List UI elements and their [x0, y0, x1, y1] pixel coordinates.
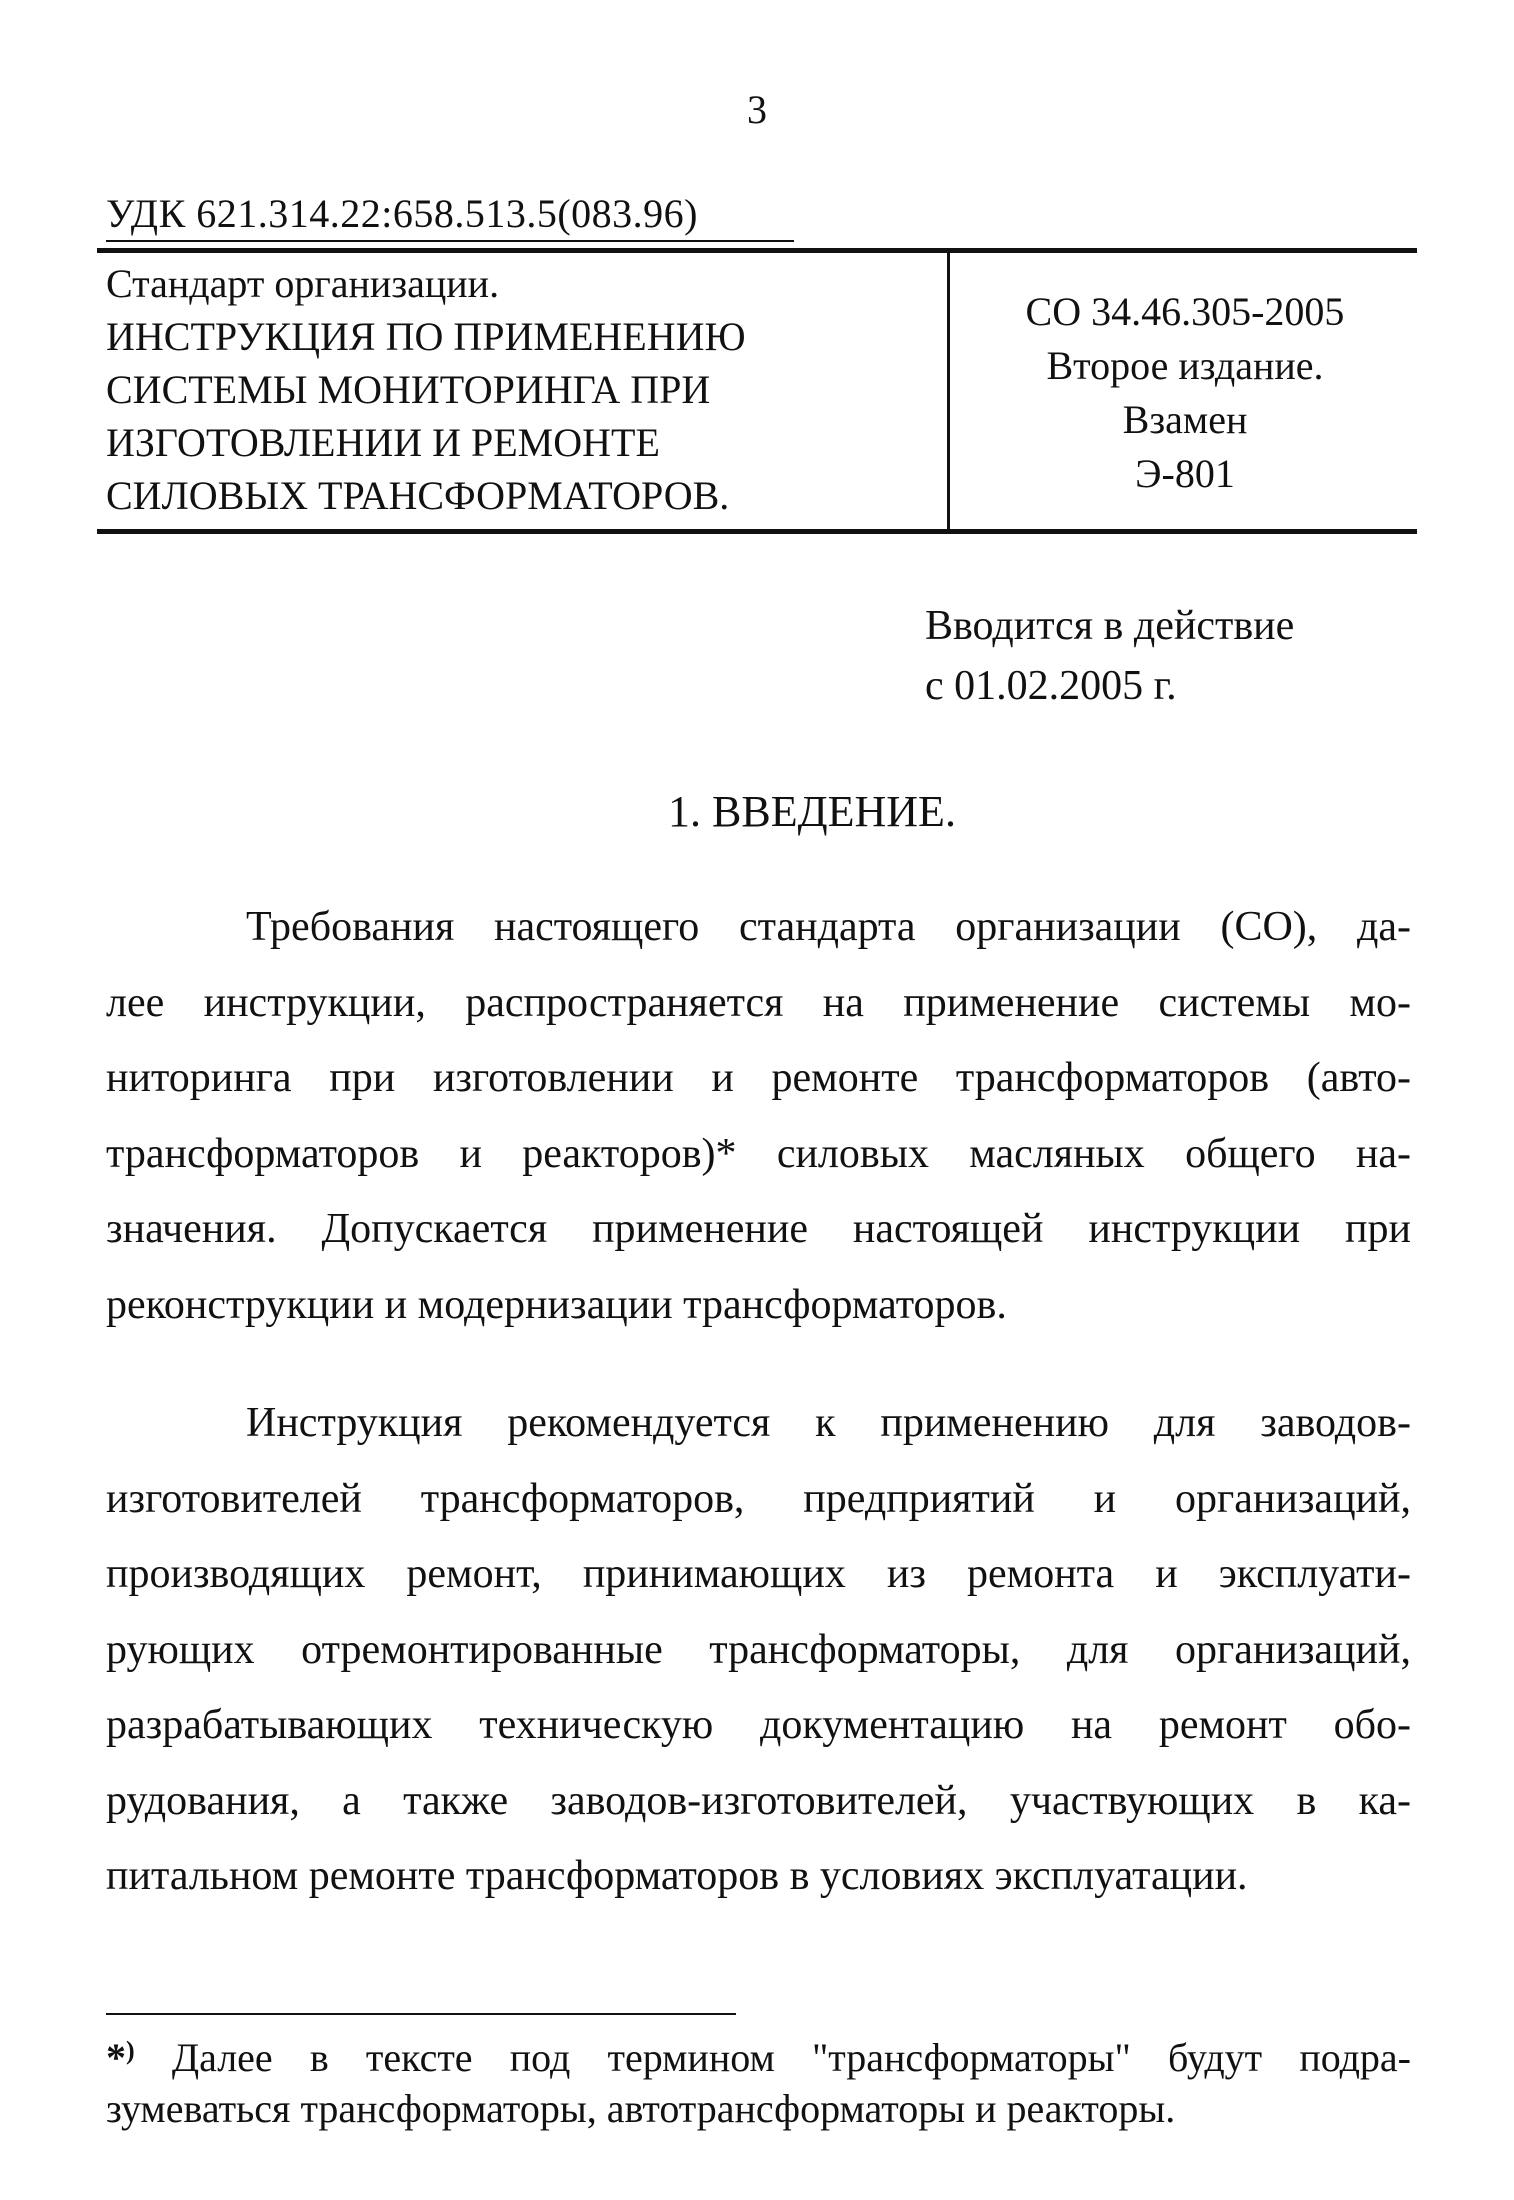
- paragraph-line: рующих отремонтированные трансформаторы, для организаций,: [106, 1626, 1411, 1673]
- effective-date: с 01.02.2005 г.: [925, 663, 1177, 709]
- replaces-code: Э-801: [1135, 451, 1235, 496]
- paragraph-line: ниторинга при изготовлении и ремонте трансформаторов (авто-: [106, 1055, 1411, 1101]
- footnote-marker: *): [106, 2035, 135, 2080]
- footnote: [106, 2022, 1411, 2138]
- paragraph-line: Инструкция рекомендуется к применению для заводов-: [246, 1400, 1411, 1446]
- standard-title-block: [106, 257, 936, 522]
- standard-type: Стандарт организации.: [106, 261, 500, 306]
- standard-title-line: ИНСТРУКЦИЯ ПО ПРИМЕНЕНИЮ: [106, 314, 746, 359]
- section-heading: 1. ВВЕДЕНИЕ.: [668, 787, 956, 836]
- header-column-divider: [947, 253, 950, 529]
- paragraph-line: рудования, а также заводов-изготовителей, участвующих в ка-: [106, 1777, 1411, 1824]
- footnote-text: Далее в тексте под термином "трансформаторы" будут подра-: [134, 2035, 1411, 2080]
- paragraph-line: разрабатывающих техническую документацию на ремонт обо-: [106, 1702, 1411, 1748]
- footnote-line: [106, 2022, 1411, 2080]
- paragraph-scope: [106, 1386, 1411, 1915]
- page-number: 3: [747, 87, 767, 132]
- standard-code: СО 34.46.305-2005: [1025, 289, 1345, 334]
- udk-underline: [106, 240, 794, 242]
- footnote-separator: [106, 2013, 736, 2015]
- standard-title-line: СИСТЕМЫ МОНИТОРИНГА ПРИ: [106, 367, 711, 412]
- paragraph-line: изготовителей трансформаторов, предприятий и организаций,: [106, 1475, 1411, 1522]
- paragraph-line: производящих ремонт, принимающих из ремонта и эксплуати-: [106, 1551, 1411, 1597]
- standard-code-block: [960, 285, 1410, 501]
- standard-title-line: СИЛОВЫХ ТРАНСФОРМАТОРОВ.: [106, 473, 730, 518]
- paragraph-line: значения. Допускается применение настоящей инструкции при: [106, 1206, 1411, 1252]
- header-top-rule: [97, 248, 1417, 253]
- paragraph-line: Требования настоящего стандарта организации (СО), да-: [246, 904, 1411, 950]
- footnote-line: зумеваться трансформаторы, автотрансформаторы и реакторы.: [106, 2086, 1176, 2131]
- header-bottom-rule: [97, 529, 1417, 534]
- replaces-label: Взамен: [1122, 397, 1248, 442]
- effective-label: Вводится в действие: [925, 603, 1295, 649]
- paragraph-introduction: [106, 890, 1411, 1343]
- paragraph-line: питальном ремонте трансформаторов в условиях эксплуатации.: [106, 1853, 1248, 1899]
- effective-date-block: [925, 596, 1294, 716]
- paragraph-line: реконструкции и модернизации трансформаторов.: [106, 1281, 1007, 1328]
- paragraph-line: лее инструкции, распространяется на применение системы мо-: [106, 979, 1411, 1026]
- udk-code: УДК 621.314.22:658.513.5(083.96): [106, 191, 698, 236]
- edition-label: Второе издание.: [1046, 343, 1324, 388]
- standard-title-line: ИЗГОТОВЛЕНИИ И РЕМОНТЕ: [106, 420, 660, 465]
- paragraph-line: трансформаторов и реакторов)* силовых масляных общего на-: [106, 1130, 1411, 1177]
